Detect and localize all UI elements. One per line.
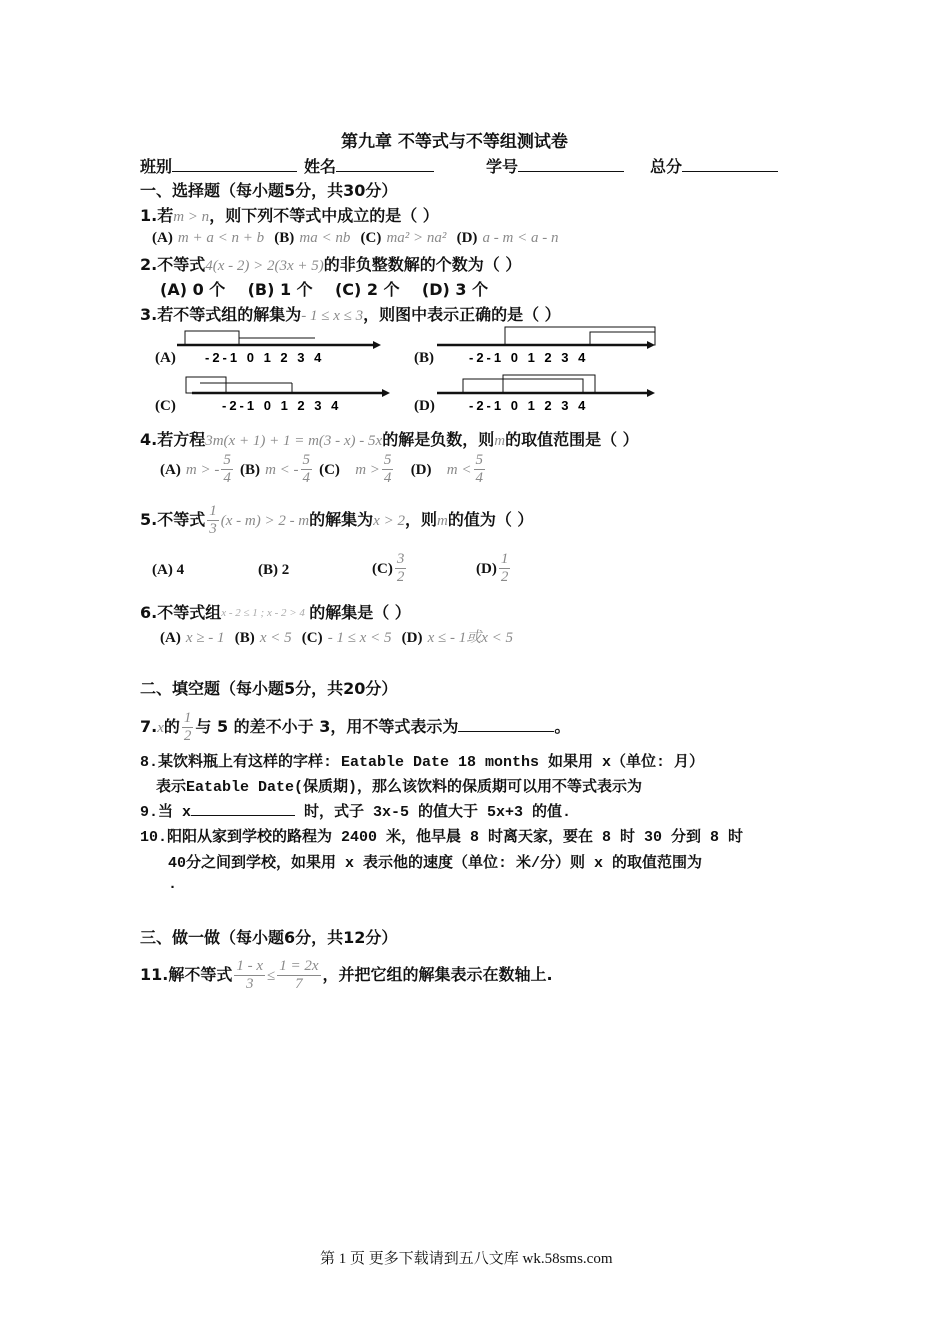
q2-options: (A) 0 个 (B) 1 个 (C) 2 个 (D) 3 个 bbox=[160, 280, 489, 299]
range-box-2 bbox=[503, 375, 595, 393]
score-blank bbox=[682, 157, 778, 172]
question-6: 6.不等式组x - 2 ≤ 1 ; x - 2 > 4 的解集是（ ） bbox=[140, 603, 411, 622]
axis-arrow bbox=[382, 389, 390, 397]
q5-option-b: (B) 2 bbox=[258, 562, 290, 578]
number-line-b bbox=[435, 326, 660, 368]
q5-option-a: (A) 4 bbox=[152, 562, 185, 578]
q3-option-c-label: (C) bbox=[155, 398, 176, 414]
question-9: 9.当 x 时，式子 3x-5 的值大于 5x+3 的值. bbox=[140, 800, 571, 821]
axis-arrow bbox=[373, 341, 381, 349]
question-5: 5.不等式 $\frac{1}{3}$ (x - m) > 2 - m的解集为x > 2，则m的值为（ ） bbox=[140, 503, 534, 537]
q9-blank bbox=[191, 801, 295, 816]
range-box bbox=[505, 327, 655, 345]
question-4: 4.若方程3m(x + 1) + 1 = m(3 - x) - 5x的解是负数，则m的取值范围是（ ） bbox=[140, 430, 639, 449]
axis-ticks: -2-1 0 1 2 3 4 bbox=[222, 398, 342, 413]
question-8-line1: 8.某饮料瓶上有这样的字样: Eatable Date 18 months 如果用 x（单位: 月） bbox=[140, 754, 705, 771]
q6-options: (A) x ≥ - 1 (B) x < 5 (C) - 1 ≤ x < 5 (D) x ≤ - 1或x < 5 bbox=[160, 630, 513, 646]
range-box bbox=[463, 379, 583, 393]
q5-option-c: (C) $\frac{3}{2}$ bbox=[372, 551, 405, 585]
page-footer: 第 1 页 更多下载请到五八文库 wk.58sms.com bbox=[320, 1251, 613, 1267]
q7-blank bbox=[458, 717, 554, 732]
section2-heading: 二、填空题（每小题5分，共20分） bbox=[140, 679, 398, 698]
id-label: 学号 bbox=[486, 157, 519, 176]
question-2: 2.不等式4(x - 2) > 2(3x + 5)的非负整数解的个数为（ ） bbox=[140, 255, 522, 274]
name-blank bbox=[336, 157, 434, 172]
q3-option-b-label: (B) bbox=[414, 350, 434, 366]
axis-ticks: -2-1 0 1 2 3 4 bbox=[205, 350, 325, 365]
question-11: 11.解不等式 $\frac{1 - x}{3}$ ≤ $\frac{1 = 2x}{7}$ ，并把它组的解集表示在数轴上. bbox=[140, 958, 553, 992]
q5-option-d: (D) $\frac{1}{2}$ bbox=[476, 551, 509, 585]
score-field bbox=[650, 154, 778, 177]
number-line-a bbox=[175, 326, 385, 368]
axis-arrow bbox=[647, 341, 655, 349]
page-title: 第九章 不等式与不等组测试卷 bbox=[341, 132, 568, 152]
id-field bbox=[486, 154, 624, 177]
q4-options: (A) m > - $\frac{5}{4}$ (B) m < - $\frac{5}{4}$ (C) m > $\frac{5}{4}$ (D) m < $\frac{5}{4}$ bbox=[160, 452, 483, 486]
number-line-d bbox=[435, 374, 660, 416]
axis-ticks: -2-1 0 1 2 3 4 bbox=[469, 398, 589, 413]
q1-options: (A) m + a < n + b (B) ma < nb (C) ma² > na² (D) a - m < a - n bbox=[152, 230, 559, 246]
question-3: 3.若不等式组的解集为- 1 ≤ x ≤ 3，则图中表示正确的是（ ） bbox=[140, 305, 561, 324]
class-label: 班别 bbox=[140, 157, 173, 176]
question-7: 7.x的 $\frac{1}{2}$ 与 5 的差不小于 3，用不等式表示为 。 bbox=[140, 710, 571, 744]
number-line-c bbox=[182, 374, 392, 416]
section1-heading: 一、选择题（每小题5分，共30分） bbox=[140, 181, 398, 200]
score-label: 总分 bbox=[650, 157, 683, 176]
question-8-line2: 表示Eatable Date(保质期)，那么该饮料的保质期可以用不等式表示为 bbox=[156, 779, 643, 796]
question-1: 1.若m > n，则下列不等式中成立的是（ ） bbox=[140, 206, 439, 225]
name-field bbox=[304, 154, 434, 177]
q3-option-d-label: (D) bbox=[414, 398, 435, 414]
class-blank bbox=[172, 157, 297, 172]
range-box bbox=[186, 377, 226, 393]
range-box-2 bbox=[590, 332, 655, 345]
name-label: 姓名 bbox=[304, 157, 337, 176]
axis-arrow bbox=[647, 389, 655, 397]
section3-heading: 三、做一做（每小题6分，共12分） bbox=[140, 928, 398, 947]
class-field bbox=[140, 154, 297, 177]
question-10-line1: 10.阳阳从家到学校的路程为 2400 米，他早晨 8 时离天家，要在 8 时 30 分到 8 时 bbox=[140, 829, 744, 846]
range-box bbox=[185, 331, 239, 345]
question-10-line3: . bbox=[168, 876, 178, 893]
q3-option-a-label: (A) bbox=[155, 350, 176, 366]
q6-system: x - 2 ≤ 1 ; x - 2 > 4 bbox=[221, 609, 305, 618]
question-10-line2: 40分之间到学校，如果用 x 表示他的速度（单位: 米/分）则 x 的取值范围为 bbox=[168, 855, 703, 872]
axis-ticks: -2-1 0 1 2 3 4 bbox=[469, 350, 589, 365]
id-blank bbox=[518, 157, 624, 172]
